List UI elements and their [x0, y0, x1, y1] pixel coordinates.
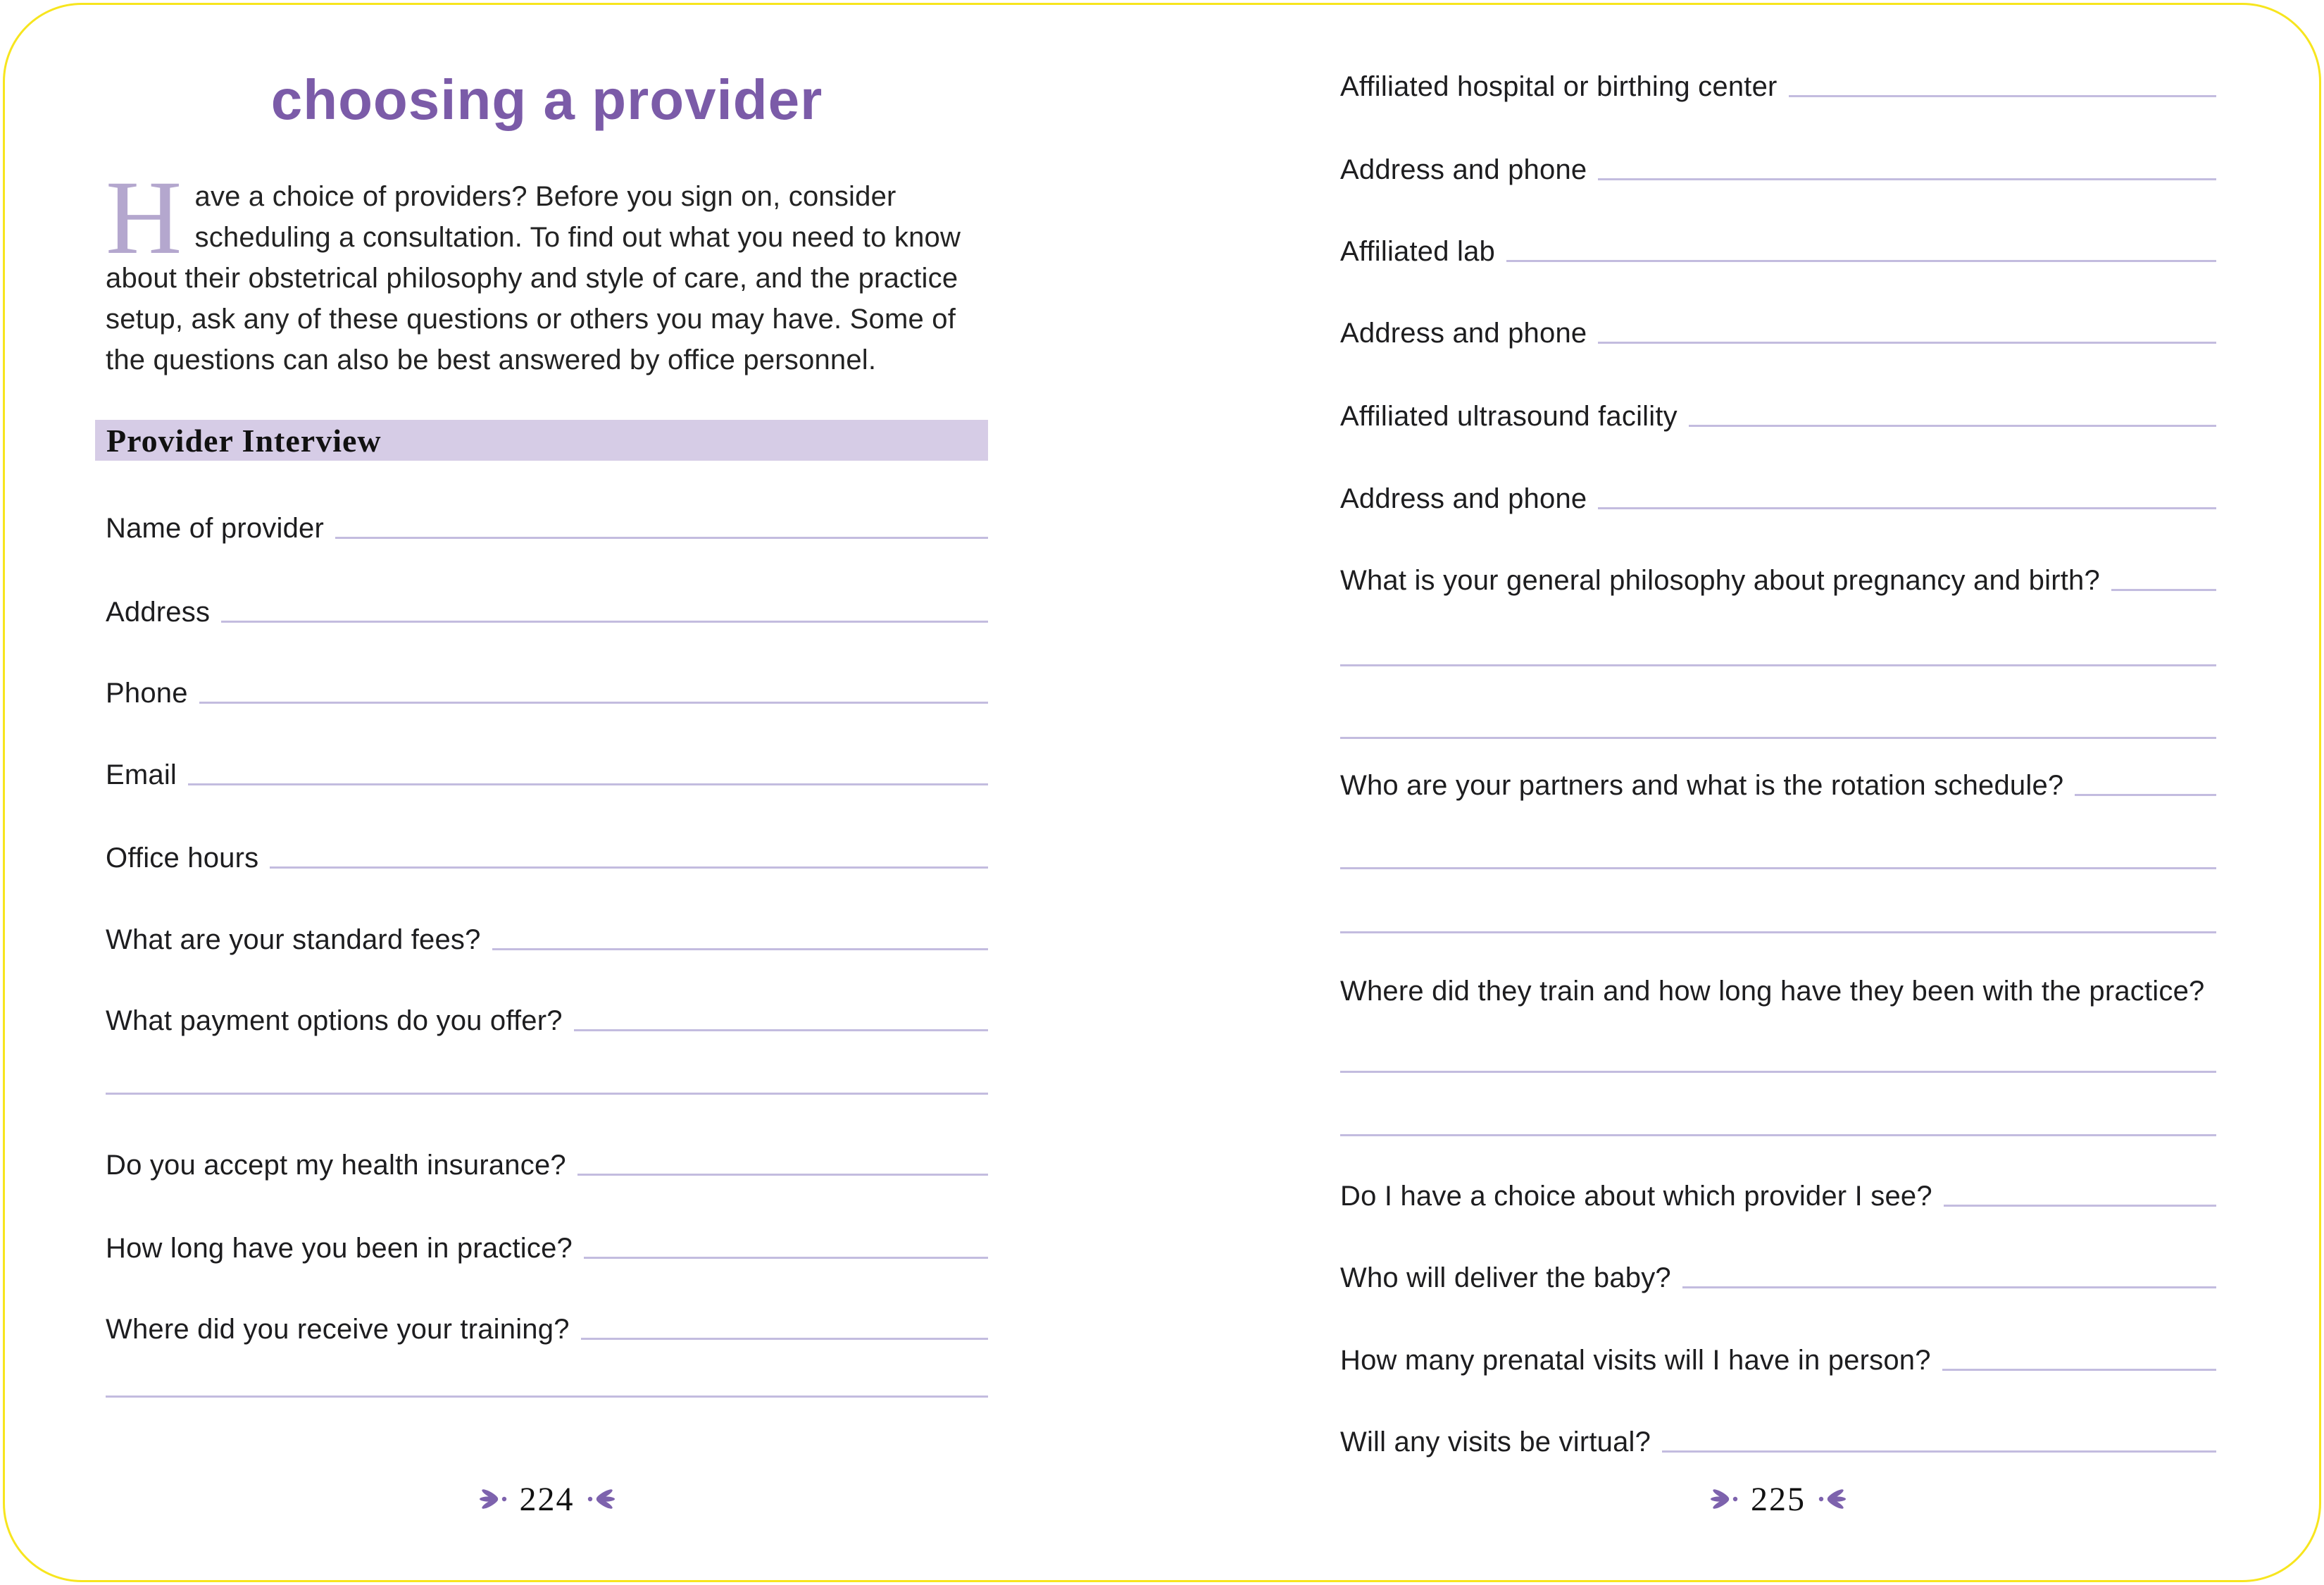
writing-line	[1598, 342, 2216, 344]
writing-line	[574, 1029, 988, 1031]
intro-paragraph	[106, 159, 963, 380]
form-field-affiliated-lab	[1340, 219, 2216, 268]
form-field-prenatal-visits	[1340, 1328, 2216, 1377]
form-field-payment-options	[106, 988, 988, 1038]
form-field-standard-fees	[106, 907, 988, 957]
writing-line	[199, 702, 988, 704]
fleuron-left-icon	[1708, 1488, 1741, 1510]
writing-line	[106, 1093, 988, 1095]
field-label: Email	[106, 759, 177, 790]
writing-line	[1942, 1369, 2216, 1371]
field-label: Where did they train and how long have they been with the practice?	[1340, 975, 2205, 1007]
form-field-years-in-practice	[106, 1216, 988, 1265]
page-number-text: 224	[519, 1480, 575, 1518]
writing-line	[1340, 664, 2216, 666]
form-field-who-delivers	[1340, 1245, 2216, 1295]
writing-line	[1682, 1286, 2216, 1288]
field-label: Do you accept my health insurance?	[106, 1149, 566, 1181]
fleuron-right-icon	[585, 1488, 617, 1510]
page-title: choosing a provider	[270, 68, 823, 131]
page-number-text: 225	[1751, 1480, 1806, 1518]
field-label: Affiliated hospital or birthing center	[1340, 70, 1778, 102]
form-field-partners-rotation	[1340, 753, 2216, 802]
field-label: How long have you been in practice?	[106, 1232, 573, 1264]
form-field-philosophy	[1340, 548, 2216, 597]
form-field-affiliated-hospital	[1340, 54, 2216, 104]
form-field-health-insurance	[106, 1133, 988, 1182]
writing-line	[1944, 1205, 2216, 1207]
writing-line	[1340, 867, 2216, 869]
writing-line	[106, 1396, 988, 1398]
writing-line	[335, 537, 988, 539]
writing-line	[1340, 1134, 2216, 1136]
field-label: Address	[106, 596, 211, 628]
field-label: Who will deliver the baby?	[1340, 1262, 1671, 1293]
field-label: What are your standard fees?	[106, 924, 481, 955]
writing-line	[1689, 425, 2216, 427]
writing-line	[1340, 931, 2216, 933]
field-label: Will any visits be virtual?	[1340, 1426, 1651, 1457]
writing-line	[221, 621, 988, 623]
form-field-phone	[106, 661, 988, 710]
field-label: Affiliated lab	[1340, 235, 1495, 267]
writing-line	[1598, 507, 2216, 509]
form-field-office-hours	[106, 826, 988, 875]
form-field-address-phone-3	[1340, 466, 2216, 516]
writing-line	[2111, 589, 2216, 591]
intro-text: ave a choice of providers? Before you sign on, consider scheduling a consultation. To find out what you need to know about their obstetrical philosophy and style of care, and the practice setup, ask any of these questions or others you may have. Some of the questions can also be best answered by office personnel.	[106, 181, 961, 375]
fleuron-left-icon	[477, 1488, 510, 1510]
section-header-label: Provider Interview	[106, 422, 382, 459]
writing-line	[1662, 1450, 2216, 1453]
form-field-address-phone-1	[1340, 137, 2216, 187]
form-field-where-they-trained	[1340, 959, 2216, 1008]
form-field-provider-choice	[1340, 1164, 2216, 1213]
form-field-email	[106, 742, 988, 792]
form-field-training	[106, 1297, 988, 1346]
writing-line	[577, 1174, 988, 1176]
page-number-right	[1340, 1477, 2216, 1522]
field-label: What payment options do you offer?	[106, 1005, 563, 1036]
section-header-bar	[95, 420, 988, 461]
writing-line	[2075, 794, 2216, 796]
field-label: Office hours	[106, 842, 259, 874]
drop-cap: H	[106, 159, 182, 276]
form-field-affiliated-ultrasound	[1340, 384, 2216, 433]
writing-line	[584, 1257, 988, 1259]
form-field-virtual-visits	[1340, 1410, 2216, 1459]
fleuron-right-icon	[1816, 1488, 1848, 1510]
field-label: Address and phone	[1340, 317, 1587, 349]
field-label: What is your general philosophy about pregnancy and birth?	[1340, 564, 2100, 596]
writing-line	[1598, 178, 2216, 180]
form-field-address	[106, 580, 988, 629]
writing-line	[1789, 95, 2216, 97]
writing-line	[1506, 260, 2216, 262]
field-label: Where did you receive your training?	[106, 1313, 570, 1345]
writing-line	[1340, 1071, 2216, 1073]
field-label: Affiliated ultrasound facility	[1340, 400, 1678, 432]
field-label: Address and phone	[1340, 154, 1587, 185]
writing-line	[1340, 737, 2216, 739]
field-label: Who are your partners and what is the rotation schedule?	[1340, 769, 2064, 801]
field-label: Name of provider	[106, 512, 324, 544]
field-label: Phone	[106, 677, 188, 709]
writing-line	[581, 1338, 988, 1340]
writing-line	[270, 866, 988, 869]
field-label: How many prenatal visits will I have in person?	[1340, 1344, 1931, 1376]
writing-line	[188, 783, 988, 785]
page-number-left	[106, 1477, 988, 1522]
form-field-address-phone-2	[1340, 301, 2216, 350]
form-field-name-of-provider	[106, 496, 988, 545]
writing-line	[492, 948, 988, 950]
field-label: Do I have a choice about which provider I see?	[1340, 1180, 1932, 1212]
field-label: Address and phone	[1340, 483, 1587, 514]
